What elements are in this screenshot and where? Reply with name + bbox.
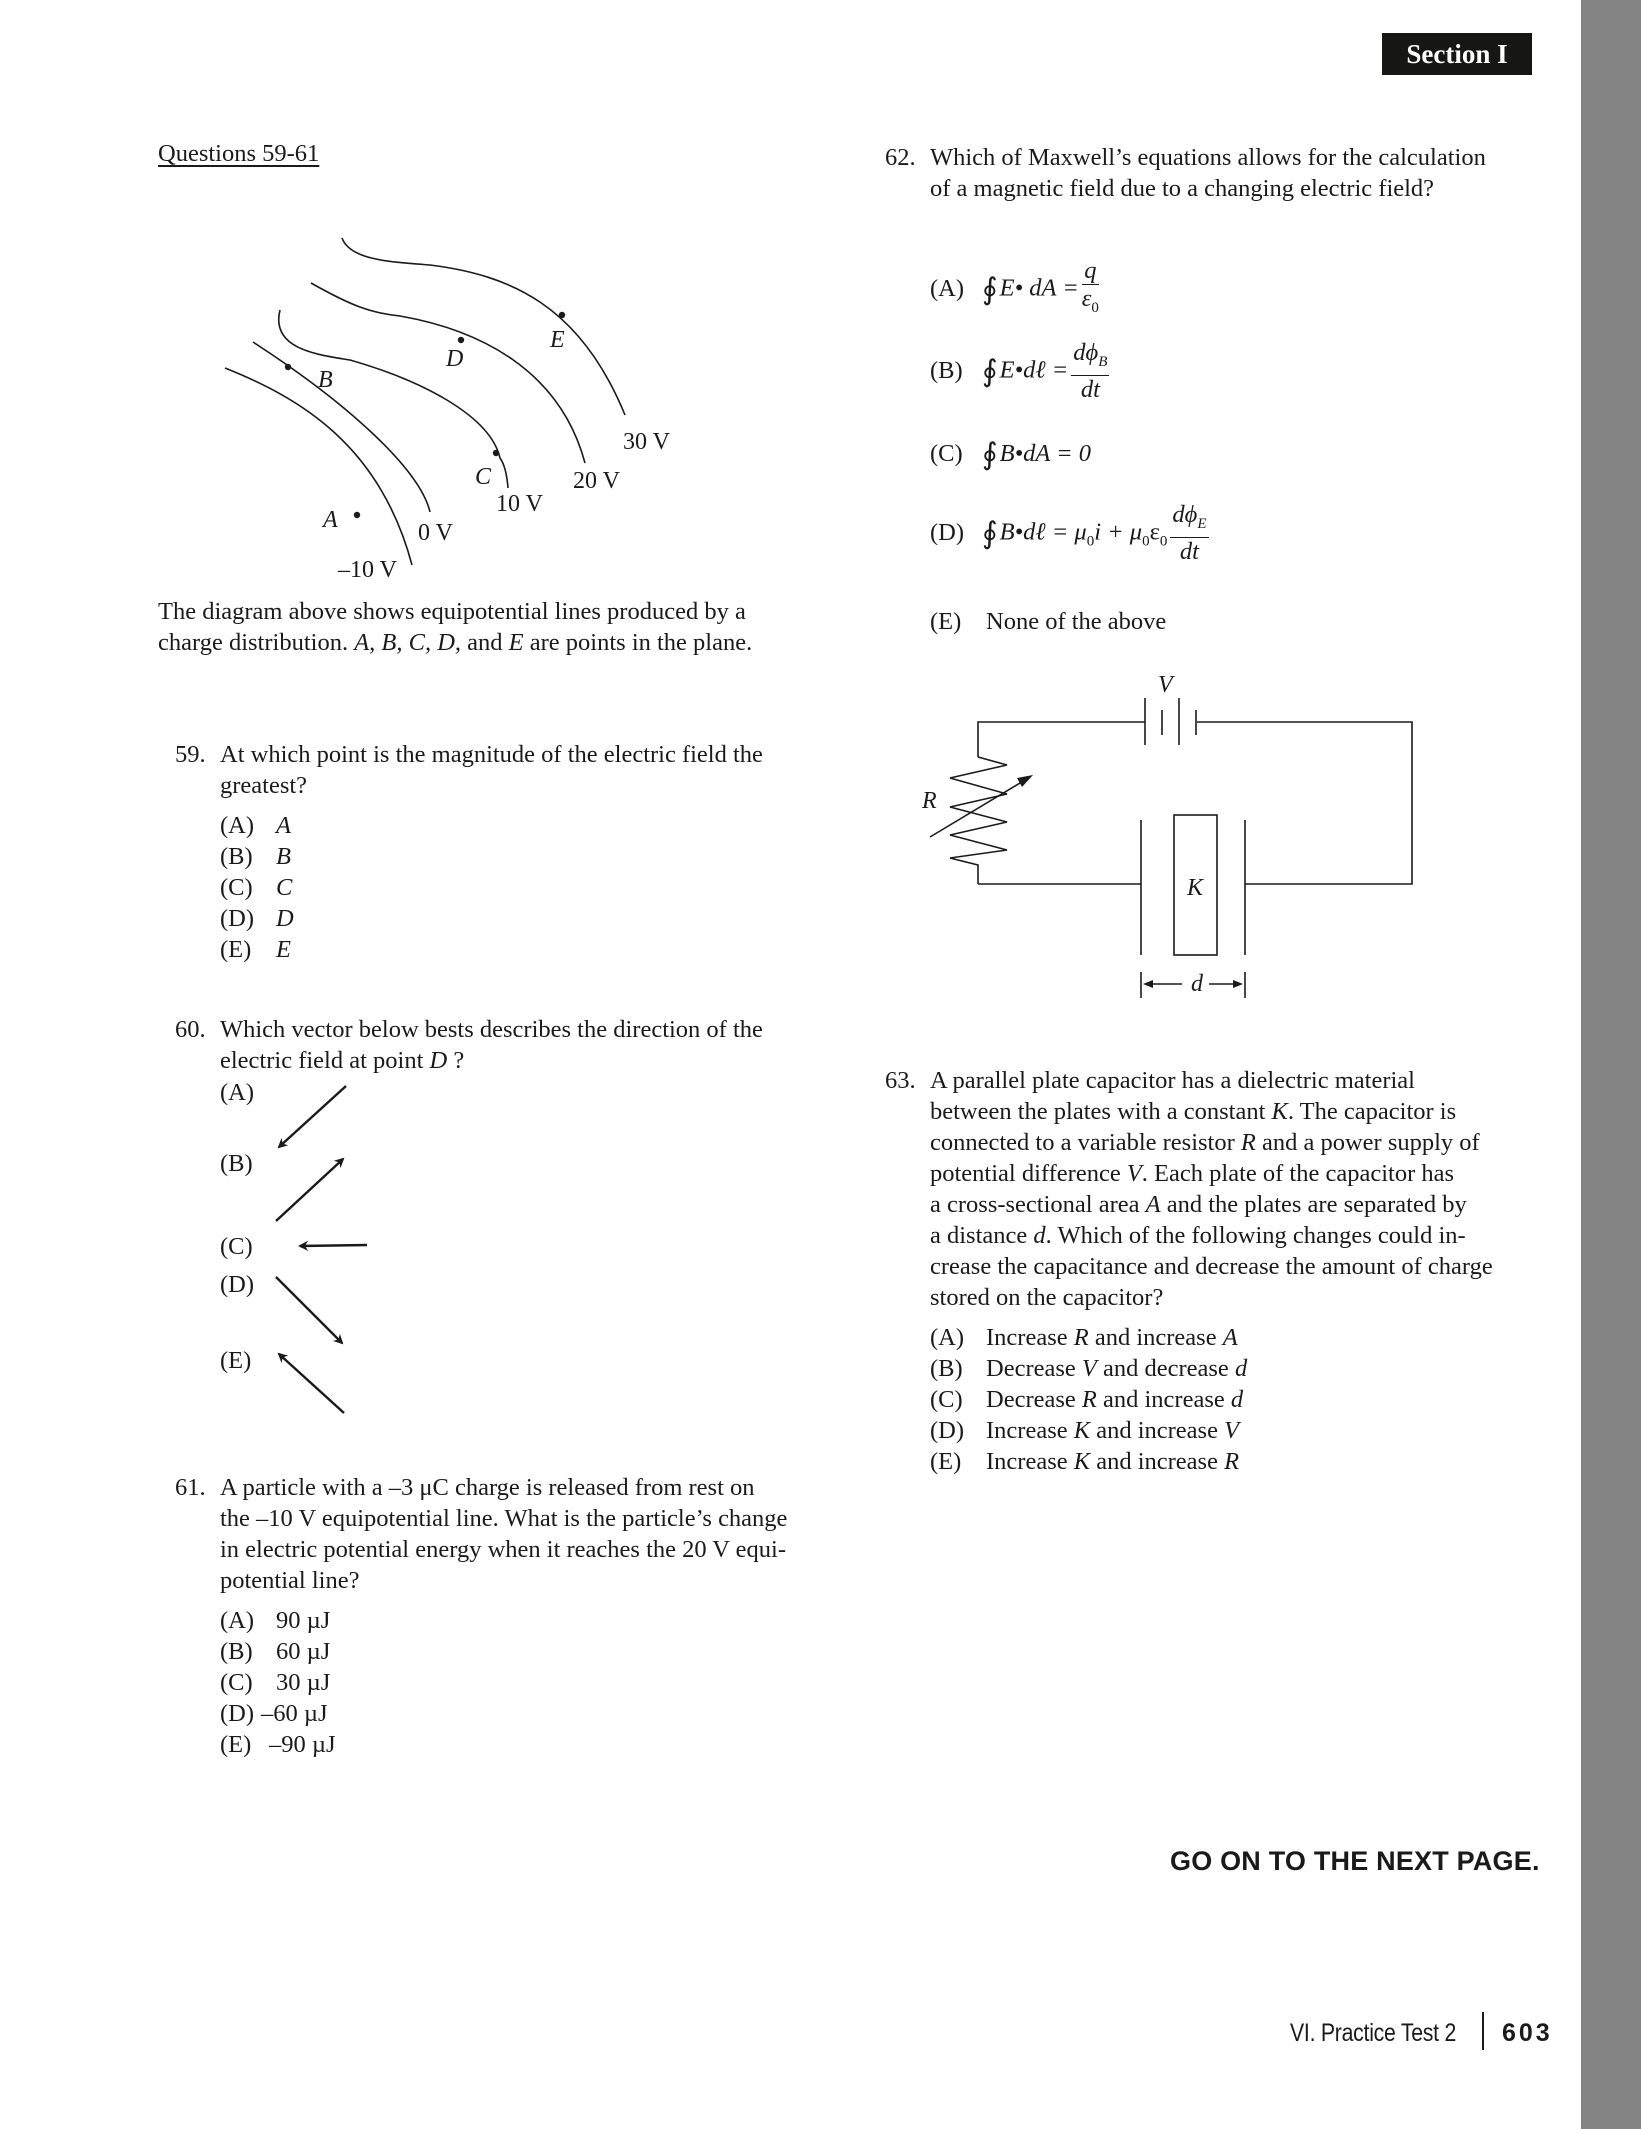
- equipotential-line-0: [253, 342, 430, 512]
- wire-top-right: [1197, 722, 1412, 884]
- question-63: [885, 1065, 1565, 1477]
- answer-option-D[interactable]: (D) –60 µJ: [220, 1700, 328, 1727]
- caption-line: The diagram above shows equipotential lines produced by a: [158, 598, 746, 625]
- potential-label-0: 0 V: [418, 520, 453, 546]
- distance-label-d: d: [1191, 971, 1203, 997]
- answer-option-E[interactable]: (E) Increase K and increase R: [930, 1448, 1240, 1475]
- question-stem: Which vector below bests describes the direction of the electric field at point D ?: [220, 1016, 763, 1074]
- answer-option-D[interactable]: (D) D: [220, 905, 294, 932]
- question-number: 61.: [175, 1474, 206, 1501]
- potential-label-10: 10 V: [496, 491, 543, 517]
- answer-option-B[interactable]: (B) B: [220, 843, 291, 870]
- answer-option-A[interactable]: (A): [220, 1079, 255, 1106]
- arrow-down-left-icon: [279, 1086, 346, 1147]
- arrow-left-icon: [300, 1245, 367, 1246]
- question-number: 60.: [175, 1016, 206, 1043]
- answer-option-C[interactable]: (C) ∮B•dA = 0: [930, 438, 1091, 471]
- point-D-label: D: [446, 346, 464, 372]
- answer-option-B[interactable]: (B): [220, 1150, 253, 1177]
- question-number: 62.: [885, 144, 916, 171]
- answer-option-B[interactable]: (B) ∮E•dℓ = $\frac{d\phi_B}{dt}$: [930, 339, 1108, 403]
- answer-option-A[interactable]: (A) 90 µJ: [220, 1607, 331, 1634]
- answer-option-E[interactable]: (E) E: [220, 936, 291, 963]
- answer-option-D[interactable]: (D): [220, 1271, 255, 1298]
- page-number: 603: [1502, 2019, 1553, 2047]
- stem-line: connected to a variable resistor R and a power supply of: [930, 1129, 1480, 1156]
- point-D-marker: [458, 337, 464, 343]
- equipotential-diagram: [150, 220, 750, 600]
- question-62: [885, 142, 1565, 204]
- page-edge-bar: [1581, 0, 1641, 2129]
- answer-option-C[interactable]: (C) Decrease R and increase d: [930, 1386, 1244, 1413]
- question-group-header: Questions 59-61: [158, 140, 320, 167]
- section-tab: Section I: [1382, 33, 1532, 75]
- equipotential-line-20: [311, 283, 585, 463]
- circuit-diagram: [900, 660, 1460, 1020]
- point-A-label: A: [323, 507, 338, 533]
- answer-option-C[interactable]: (C) 30 µJ: [220, 1669, 331, 1696]
- question-number: 63.: [885, 1067, 916, 1094]
- go-on-notice: GO ON TO THE NEXT PAGE.: [1170, 1846, 1540, 1876]
- answer-option-B[interactable]: (B) Decrease V and decrease d: [930, 1355, 1248, 1382]
- contour-integral-icon: ∮: [982, 438, 998, 471]
- potential-label-20: 20 V: [573, 468, 620, 494]
- answer-options: [220, 1605, 855, 1760]
- answer-option-E[interactable]: (E): [220, 1347, 252, 1374]
- question-59: [175, 739, 815, 965]
- equipotential-line-10: [279, 310, 508, 488]
- answer-option-D[interactable]: (D) ∮B•dℓ = $\mu_0i + \mu_0\varepsilon_0$ $\frac{d\phi_E}{dt}$: [930, 501, 1207, 565]
- answer-option-A[interactable]: (A) ∮E• dA = $\frac{q}{\varepsilon_0}$: [930, 257, 1099, 316]
- answer-option-E[interactable]: (E) None of the above: [930, 608, 1167, 635]
- question-number: 59.: [175, 741, 206, 768]
- answer-option-A[interactable]: (A) Increase R and increase A: [930, 1324, 1238, 1351]
- stem-line: A parallel plate capacitor has a dielectric material: [930, 1067, 1415, 1094]
- question-61: [175, 1472, 855, 1760]
- distance-arrowhead-right-icon: [1233, 980, 1243, 988]
- footer-chapter: VI. Practice Test 2: [1290, 2019, 1457, 2047]
- diagram-caption: [158, 596, 752, 658]
- answer-option-B[interactable]: (B) 60 µJ: [220, 1638, 331, 1665]
- point-A-marker: [354, 512, 360, 518]
- answer-options: [220, 810, 815, 965]
- stem-line: a distance d. Which of the following changes could in-: [930, 1222, 1466, 1249]
- point-E-marker: [559, 312, 565, 318]
- point-C-label: C: [475, 464, 492, 490]
- question-stem: At which point is the magnitude of the electric field the greatest?: [220, 741, 763, 799]
- answer-option-E[interactable]: (E) –90 µJ: [220, 1731, 336, 1758]
- arrow-up-right-icon: [276, 1159, 343, 1221]
- answer-option-C[interactable]: (C): [220, 1233, 253, 1260]
- stem-line: a cross-sectional area A and the plates are separated by: [930, 1191, 1467, 1218]
- resistor-label-R: R: [922, 788, 937, 814]
- answer-options: [930, 1322, 1565, 1477]
- potential-label-30: 30 V: [623, 429, 670, 455]
- arrow-down-right-icon: [276, 1277, 342, 1343]
- dielectric-label-K: K: [1187, 875, 1204, 901]
- point-C-marker: [493, 450, 499, 456]
- footer-divider: [1482, 2012, 1484, 2050]
- answer-option-D[interactable]: (D) Increase K and increase V: [930, 1417, 1240, 1444]
- question-stem: A particle with a –3 μC charge is released from rest on the –10 V equipotential line. What is the particle’s change in electric potential energy when it reaches the 20 V equi- potential line?: [220, 1474, 788, 1594]
- wire-top-left: [978, 722, 1145, 757]
- potential-label-neg10: –10 V: [338, 557, 397, 583]
- stem-line: between the plates with a constant K. The capacitor is: [930, 1098, 1457, 1125]
- point-B-label: B: [318, 367, 333, 393]
- caption-line: charge distribution. A, B, C, D, and E are points in the plane.: [158, 629, 753, 656]
- equipotential-line-neg10: [225, 368, 412, 565]
- resistor-arrowhead-icon: [1017, 775, 1033, 787]
- vector-options: [150, 1000, 450, 1440]
- answer-option-A[interactable]: (A) A: [220, 812, 291, 839]
- contour-integral-icon: ∮: [982, 516, 998, 550]
- answer-option-C[interactable]: (C) C: [220, 874, 293, 901]
- point-B-marker: [285, 364, 291, 370]
- contour-integral-icon: ∮: [982, 272, 998, 306]
- contour-integral-icon: ∮: [982, 354, 998, 388]
- equipotential-line-30: [342, 238, 625, 415]
- point-E-label: E: [550, 327, 565, 353]
- distance-arrowhead-left-icon: [1143, 980, 1153, 988]
- stem-line: stored on the capacitor?: [930, 1284, 1164, 1311]
- stem-line: potential difference V. Each plate of the capacitor has: [930, 1160, 1455, 1187]
- question-stem: [930, 1065, 1565, 1313]
- arrow-up-left-icon: [279, 1354, 344, 1413]
- question-stem: Which of Maxwell’s equations allows for the calculation of a magnetic field due to a changing electric field?: [930, 144, 1486, 202]
- battery-label-V: V: [1158, 672, 1173, 698]
- stem-line: crease the capacitance and decrease the amount of charge: [930, 1253, 1493, 1280]
